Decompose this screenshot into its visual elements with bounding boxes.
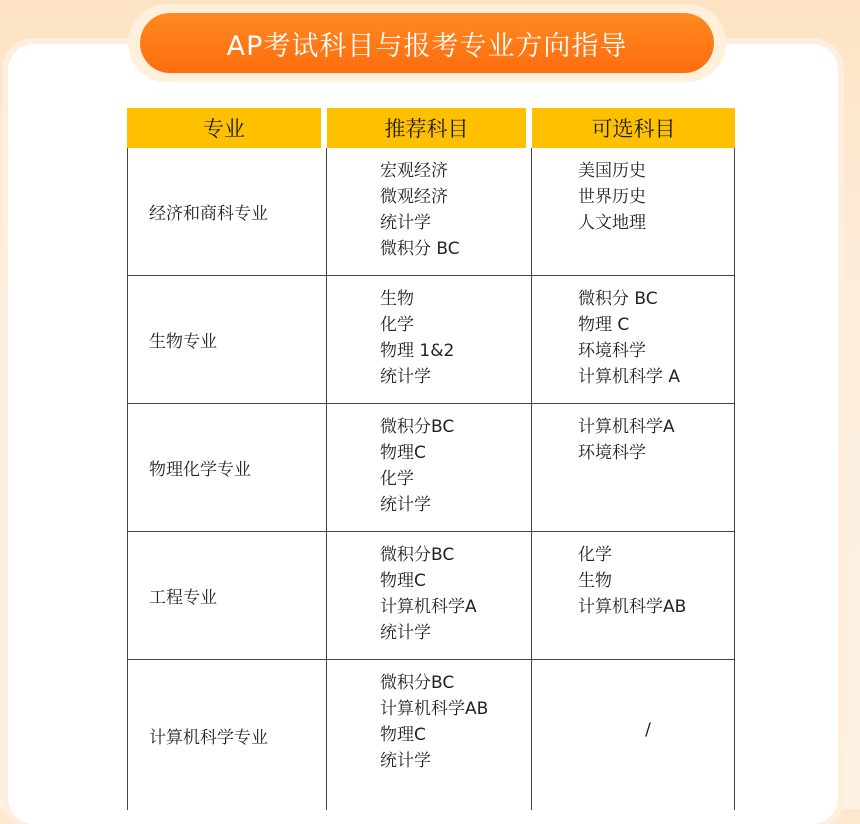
optional-cell bbox=[532, 532, 735, 660]
list-item: 统计学 bbox=[380, 751, 431, 771]
list-item: 物理C bbox=[380, 443, 426, 463]
major-cell: 工程专业 bbox=[127, 532, 327, 660]
recommended-cell bbox=[327, 148, 532, 276]
list-item: 计算机科学A bbox=[578, 417, 675, 437]
header-recommended: 推荐科目 bbox=[327, 108, 532, 148]
major-cell: 计算机科学专业 bbox=[127, 660, 327, 810]
list-item: 物理 C bbox=[578, 315, 630, 335]
no-optional-placeholder: / bbox=[645, 720, 651, 740]
list-item: 计算机科学AB bbox=[380, 699, 489, 719]
table-row bbox=[127, 532, 735, 660]
ap-subject-table bbox=[127, 108, 735, 810]
list-item: 人文地理 bbox=[578, 213, 646, 233]
optional-cell bbox=[532, 276, 735, 404]
table-row bbox=[127, 660, 735, 810]
page-title: AP考试科目与报考专业方向指导 bbox=[140, 13, 714, 73]
list-item: 物理C bbox=[380, 571, 426, 591]
optional-cell bbox=[532, 660, 735, 810]
optional-list bbox=[532, 276, 734, 390]
list-item: 统计学 bbox=[380, 213, 431, 233]
list-item: 美国历史 bbox=[578, 161, 646, 181]
table-row bbox=[127, 404, 735, 532]
list-item: 微积分BC bbox=[380, 417, 455, 437]
header-major: 专业 bbox=[127, 108, 327, 148]
major-cell: 生物专业 bbox=[127, 276, 327, 404]
major-cell: 物理化学专业 bbox=[127, 404, 327, 532]
table-row bbox=[127, 276, 735, 404]
list-item: 化学 bbox=[380, 469, 414, 489]
list-item: 计算机科学 A bbox=[578, 367, 681, 387]
list-item: 计算机科学AB bbox=[578, 597, 687, 617]
recommended-list bbox=[327, 532, 531, 646]
list-item: 微积分 BC bbox=[578, 289, 658, 309]
recommended-cell bbox=[327, 404, 532, 532]
list-item: 宏观经济 bbox=[380, 161, 448, 181]
list-item: 化学 bbox=[578, 545, 612, 565]
list-item: 环境科学 bbox=[578, 341, 646, 361]
recommended-list bbox=[327, 148, 531, 262]
recommended-list bbox=[327, 404, 531, 518]
optional-list bbox=[532, 148, 734, 236]
list-item: 物理 1&2 bbox=[380, 341, 455, 361]
list-item: 计算机科学A bbox=[380, 597, 477, 617]
recommended-cell bbox=[327, 532, 532, 660]
list-item: 世界历史 bbox=[578, 187, 646, 207]
recommended-cell bbox=[327, 660, 532, 810]
list-item: 微积分BC bbox=[380, 673, 455, 693]
optional-list bbox=[532, 532, 734, 620]
recommended-list bbox=[327, 276, 531, 390]
list-item: 微积分 BC bbox=[380, 239, 460, 259]
list-item: 生物 bbox=[578, 571, 612, 591]
optional-list bbox=[532, 404, 734, 466]
table-row bbox=[127, 148, 735, 276]
list-item: 统计学 bbox=[380, 495, 431, 515]
table-header-row bbox=[127, 108, 735, 148]
optional-cell bbox=[532, 148, 735, 276]
list-item: 环境科学 bbox=[578, 443, 646, 463]
list-item: 化学 bbox=[380, 315, 414, 335]
title-banner bbox=[128, 4, 726, 82]
list-item: 物理C bbox=[380, 725, 426, 745]
list-item: 统计学 bbox=[380, 623, 431, 643]
list-item: 微观经济 bbox=[380, 187, 448, 207]
list-item: 微积分BC bbox=[380, 545, 455, 565]
recommended-list bbox=[327, 660, 531, 774]
list-item: 生物 bbox=[380, 289, 414, 309]
recommended-cell bbox=[327, 276, 532, 404]
major-cell: 经济和商科专业 bbox=[127, 148, 327, 276]
optional-cell bbox=[532, 404, 735, 532]
list-item: 统计学 bbox=[380, 367, 431, 387]
header-optional: 可选科目 bbox=[532, 108, 735, 148]
